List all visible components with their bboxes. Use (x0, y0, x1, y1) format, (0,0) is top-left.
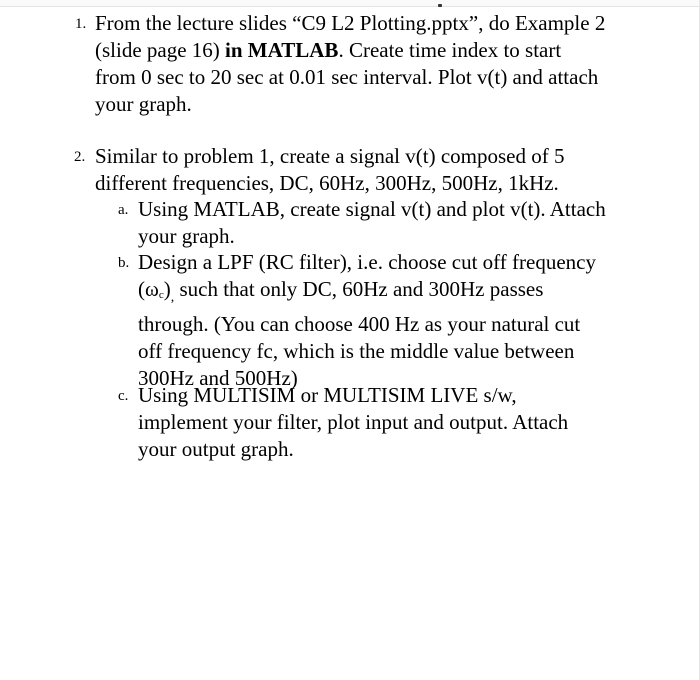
omega-subscript: c (158, 289, 164, 301)
omega-comma: , (170, 290, 175, 305)
part-b-line-1: Design a LPF (RC filter), i.e. choose cut off frequency (138, 250, 596, 274)
part-c (138, 382, 568, 463)
part-b-label: b. (118, 255, 130, 271)
problem-1-line-3: from 0 sec to 20 sec at 0.01 sec interval. Plot v(t) and attach (95, 65, 599, 89)
problem-2-line-2: different frequencies, DC, 60Hz, 300Hz, 500Hz, 1kHz. (95, 171, 559, 195)
part-b-line-5: 300Hz and 500Hz) (138, 366, 298, 390)
part-a-line-1: Using MATLAB, create signal v(t) and plot v(t). Attach (138, 197, 606, 221)
part-b-line-3: through. (You can choose 400 Hz as your natural cut (138, 312, 581, 336)
slide-page-ref: (slide page 16) (95, 38, 226, 62)
page-top-border (0, 0, 700, 7)
part-c-label: c. (118, 388, 129, 404)
in-matlab-emphasis: in MATLAB (225, 38, 339, 62)
problem-1-line-2-rest: . Create time index to start (338, 38, 562, 62)
problem-2-number: 2. (74, 149, 86, 165)
omega-symbol: (ω (138, 277, 159, 301)
problem-1-line-2 (95, 37, 605, 64)
problem-2 (95, 143, 564, 197)
part-c-line-1: Using MULTISIM or MULTISIM LIVE s/w, (138, 383, 517, 407)
part-b-line-4: off frequency fc, which is the middle value between (138, 339, 575, 363)
problem-1-number: 1. (75, 16, 87, 32)
part-c-line-2: implement your filter, plot input and output. Attach (138, 410, 569, 434)
omega-close-paren: ) (163, 277, 171, 301)
part-b (138, 249, 596, 392)
part-b-line-2 (138, 276, 596, 311)
part-c-line-3: your output graph. (138, 437, 294, 461)
part-b-line-2-rest: such that only DC, 60Hz and 300Hz passes (174, 277, 544, 301)
problem-1-line-4: your graph. (95, 92, 192, 116)
problem-1-line-1: From the lecture slides “C9 L2 Plotting.pptx”, do Example 2 (95, 11, 606, 35)
part-a-line-2: your graph. (138, 224, 235, 248)
problem-1 (95, 10, 605, 118)
part-a-label: a. (118, 202, 129, 218)
problem-2-line-1: Similar to problem 1, create a signal v(t) composed of 5 (95, 144, 565, 168)
part-a (138, 196, 606, 250)
cursor-mark (438, 4, 442, 7)
